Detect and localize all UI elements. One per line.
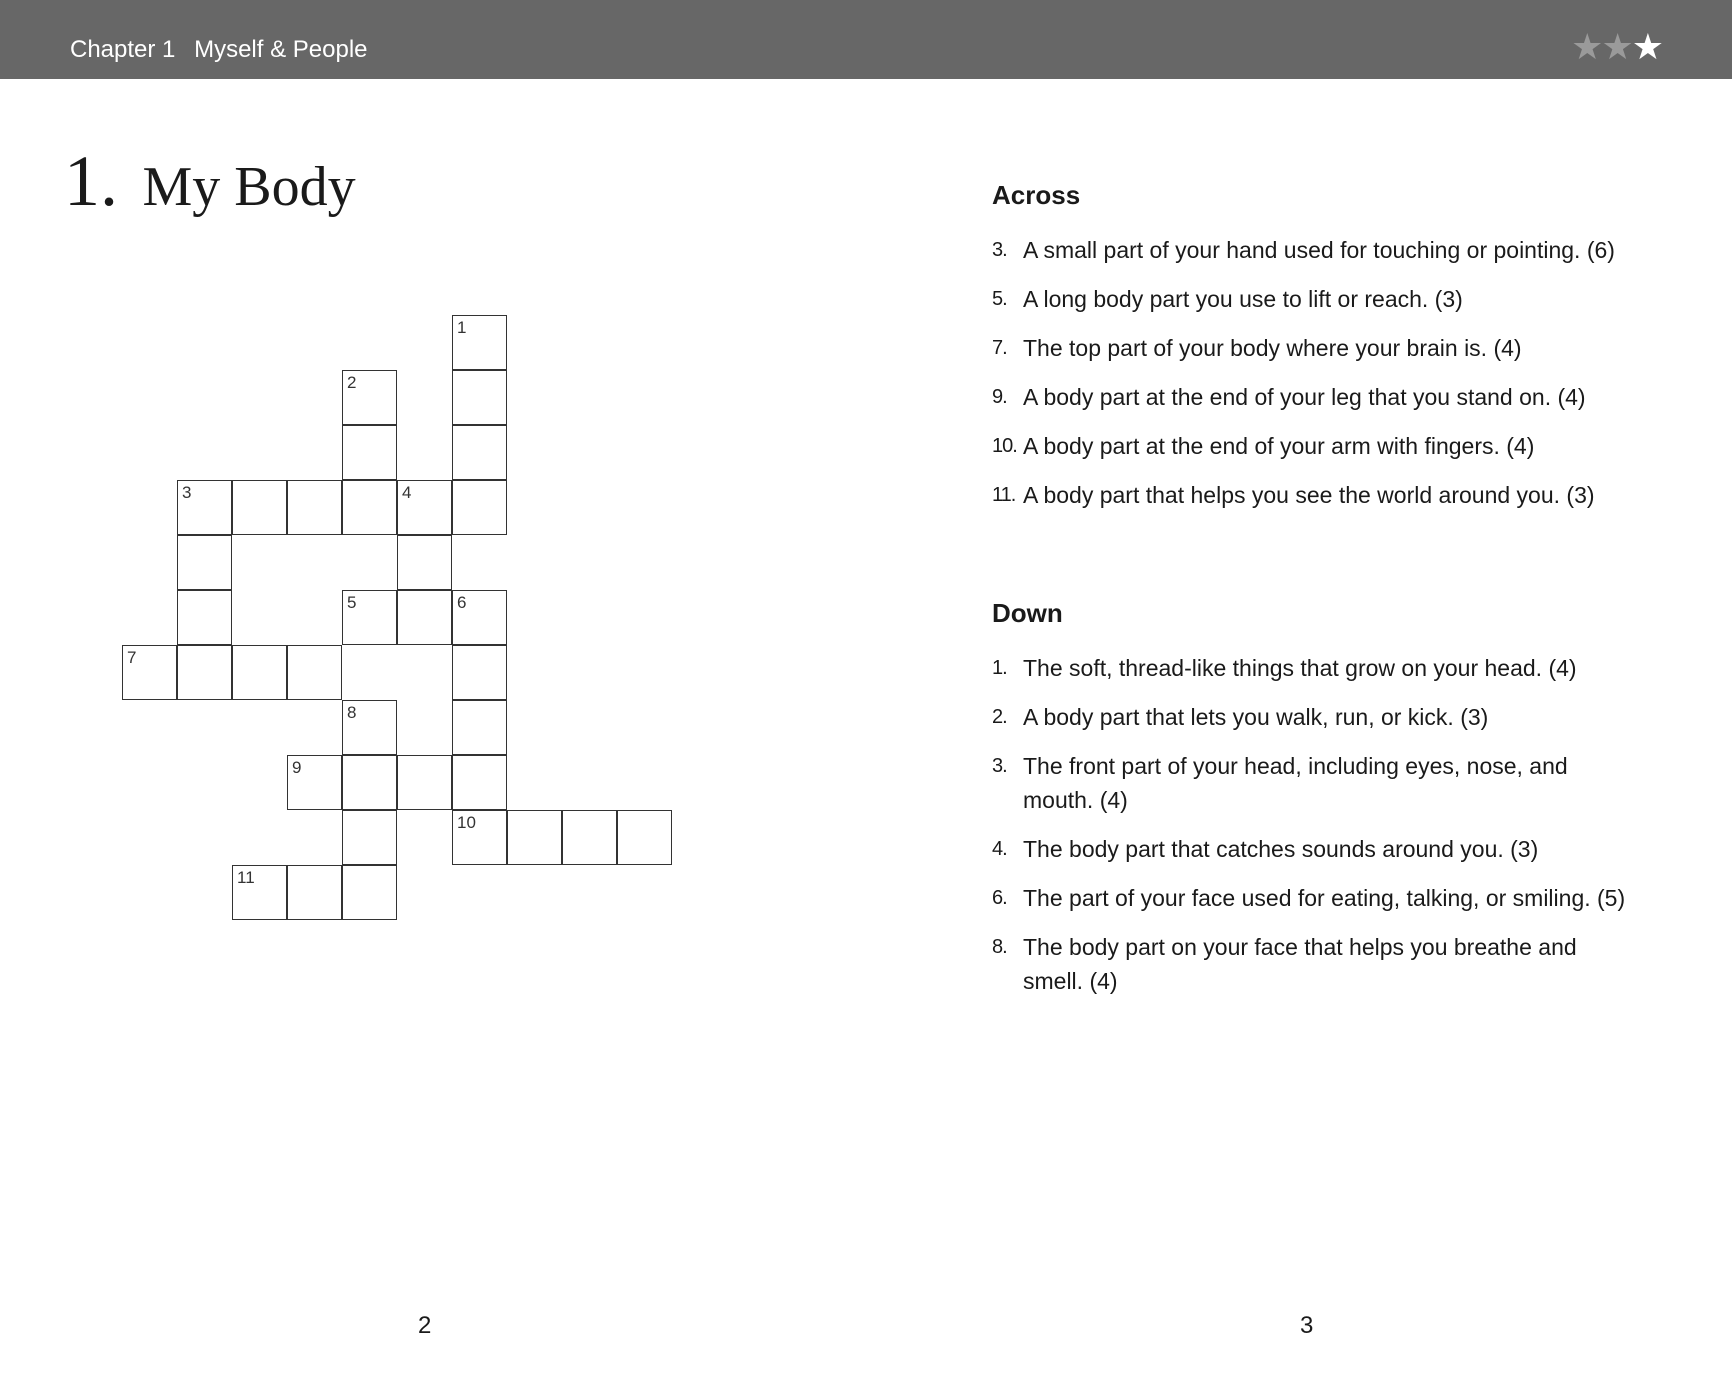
clue-item xyxy=(992,380,1632,414)
crossword-cell[interactable] xyxy=(452,315,507,370)
clue-number: 8. xyxy=(992,936,1007,958)
crossword-cell[interactable] xyxy=(617,810,672,865)
difficulty-stars-icon xyxy=(1571,27,1662,68)
clue-number: 9. xyxy=(992,386,1007,408)
clue-text: A body part that lets you walk, run, or kick. (3) xyxy=(1023,704,1489,730)
down-heading: Down xyxy=(992,598,1063,628)
clue-number: 9 xyxy=(292,758,302,777)
crossword-cell[interactable] xyxy=(397,590,452,645)
crossword-cell[interactable] xyxy=(232,480,287,535)
clue-number: 6 xyxy=(457,593,467,612)
crossword-cell[interactable] xyxy=(342,590,397,645)
star-icon: ★ xyxy=(1571,27,1602,68)
clue-number: 2. xyxy=(992,706,1007,728)
clue-number: 10 xyxy=(457,813,476,832)
clue-number: 11 xyxy=(237,868,255,887)
chapter-name: Myself & People xyxy=(194,36,368,63)
crossword-cell[interactable] xyxy=(562,810,617,865)
crossword-cell[interactable] xyxy=(452,645,507,700)
crossword-cell[interactable] xyxy=(177,480,232,535)
clue-text: The part of your face used for eating, talking, or smiling. (5) xyxy=(1023,885,1626,911)
clue-text: The body part on your face that helps you breathe and smell. (4) xyxy=(1023,934,1577,994)
clue-item xyxy=(992,832,1632,866)
crossword-cell[interactable] xyxy=(452,480,507,535)
crossword-cell[interactable] xyxy=(452,700,507,755)
clue-number: 1. xyxy=(992,657,1007,679)
clue-number: 3 xyxy=(182,483,192,502)
clue-text: A body part at the end of your arm with fingers. (4) xyxy=(1023,433,1535,459)
crossword-cell[interactable] xyxy=(342,370,397,425)
clue-text: A body part that helps you see the world around you. (3) xyxy=(1023,482,1595,508)
crossword-cell[interactable] xyxy=(397,755,452,810)
clue-text: The top part of your body where your brain is. (4) xyxy=(1023,335,1522,361)
clue-item xyxy=(992,282,1632,316)
crossword-cell[interactable] xyxy=(122,645,177,700)
puzzle-number: 1. xyxy=(64,141,118,221)
crossword-cell[interactable] xyxy=(452,755,507,810)
clue-number: 8 xyxy=(347,703,357,722)
crossword-cell[interactable] xyxy=(342,700,397,755)
chapter-title xyxy=(70,36,368,64)
crossword-cell[interactable] xyxy=(452,810,507,865)
crossword-cell[interactable] xyxy=(342,425,397,480)
page-number-left: 2 xyxy=(418,1312,432,1339)
clue-number: 6. xyxy=(992,887,1007,909)
crossword-cell[interactable] xyxy=(177,590,232,645)
crossword-cell[interactable] xyxy=(232,645,287,700)
clue-item xyxy=(992,233,1632,267)
clue-item xyxy=(992,930,1632,998)
clue-number: 2 xyxy=(347,373,357,392)
crossword-cell[interactable] xyxy=(287,480,342,535)
clue-number: 11. xyxy=(992,484,1016,506)
clue-text: A body part at the end of your leg that you stand on. (4) xyxy=(1023,384,1586,410)
clue-text: The front part of your head, including eyes, nose, and mouth. (4) xyxy=(1023,753,1568,813)
clue-number: 10. xyxy=(992,435,1017,457)
clue-item xyxy=(992,651,1632,685)
crossword-cell[interactable] xyxy=(287,645,342,700)
crossword-cell[interactable] xyxy=(452,590,507,645)
clue-number: 7. xyxy=(992,337,1007,359)
clue-text: The body part that catches sounds around you. (3) xyxy=(1023,836,1539,862)
chapter-header-bar xyxy=(0,0,1732,79)
crossword-cell[interactable] xyxy=(177,645,232,700)
page-number-right: 3 xyxy=(1300,1312,1314,1339)
clue-item xyxy=(992,749,1632,817)
clue-item xyxy=(992,429,1632,463)
clue-number: 5. xyxy=(992,288,1007,310)
clue-number: 3. xyxy=(992,755,1007,777)
crossword-cell[interactable] xyxy=(342,810,397,865)
clue-number: 3. xyxy=(992,239,1007,261)
clue-number: 4. xyxy=(992,838,1007,860)
clue-text: A small part of your hand used for touching or pointing. (6) xyxy=(1023,237,1615,263)
across-clues xyxy=(992,180,1632,527)
crossword-cell[interactable] xyxy=(397,535,452,590)
chapter-label: Chapter 1 xyxy=(70,36,176,63)
clue-text: The soft, thread-like things that grow on your head. (4) xyxy=(1023,655,1577,681)
clue-number: 5 xyxy=(347,593,357,612)
crossword-cell[interactable] xyxy=(287,865,342,920)
clue-item xyxy=(992,331,1632,365)
crossword-cell[interactable] xyxy=(342,480,397,535)
star-icon: ★ xyxy=(1631,27,1662,68)
crossword-cell[interactable] xyxy=(342,755,397,810)
clue-number: 4 xyxy=(402,483,412,502)
puzzle-title: My Body xyxy=(142,156,356,218)
crossword-cell[interactable] xyxy=(452,425,507,480)
clue-text: A long body part you use to lift or reach. (3) xyxy=(1023,286,1463,312)
crossword-cell[interactable] xyxy=(287,755,342,810)
puzzle-heading xyxy=(64,140,356,223)
crossword-cell[interactable] xyxy=(507,810,562,865)
clue-item xyxy=(992,881,1632,915)
crossword-cell[interactable] xyxy=(232,865,287,920)
down-clues xyxy=(992,598,1632,1013)
crossword-cell[interactable] xyxy=(452,370,507,425)
clue-number: 1 xyxy=(457,318,467,337)
clue-item xyxy=(992,700,1632,734)
clue-number: 7 xyxy=(127,648,137,667)
star-icon: ★ xyxy=(1601,27,1632,68)
clue-item xyxy=(992,478,1632,512)
crossword-cell[interactable] xyxy=(342,865,397,920)
across-heading: Across xyxy=(992,180,1081,210)
crossword-cell[interactable] xyxy=(177,535,232,590)
crossword-cell[interactable] xyxy=(397,480,452,535)
